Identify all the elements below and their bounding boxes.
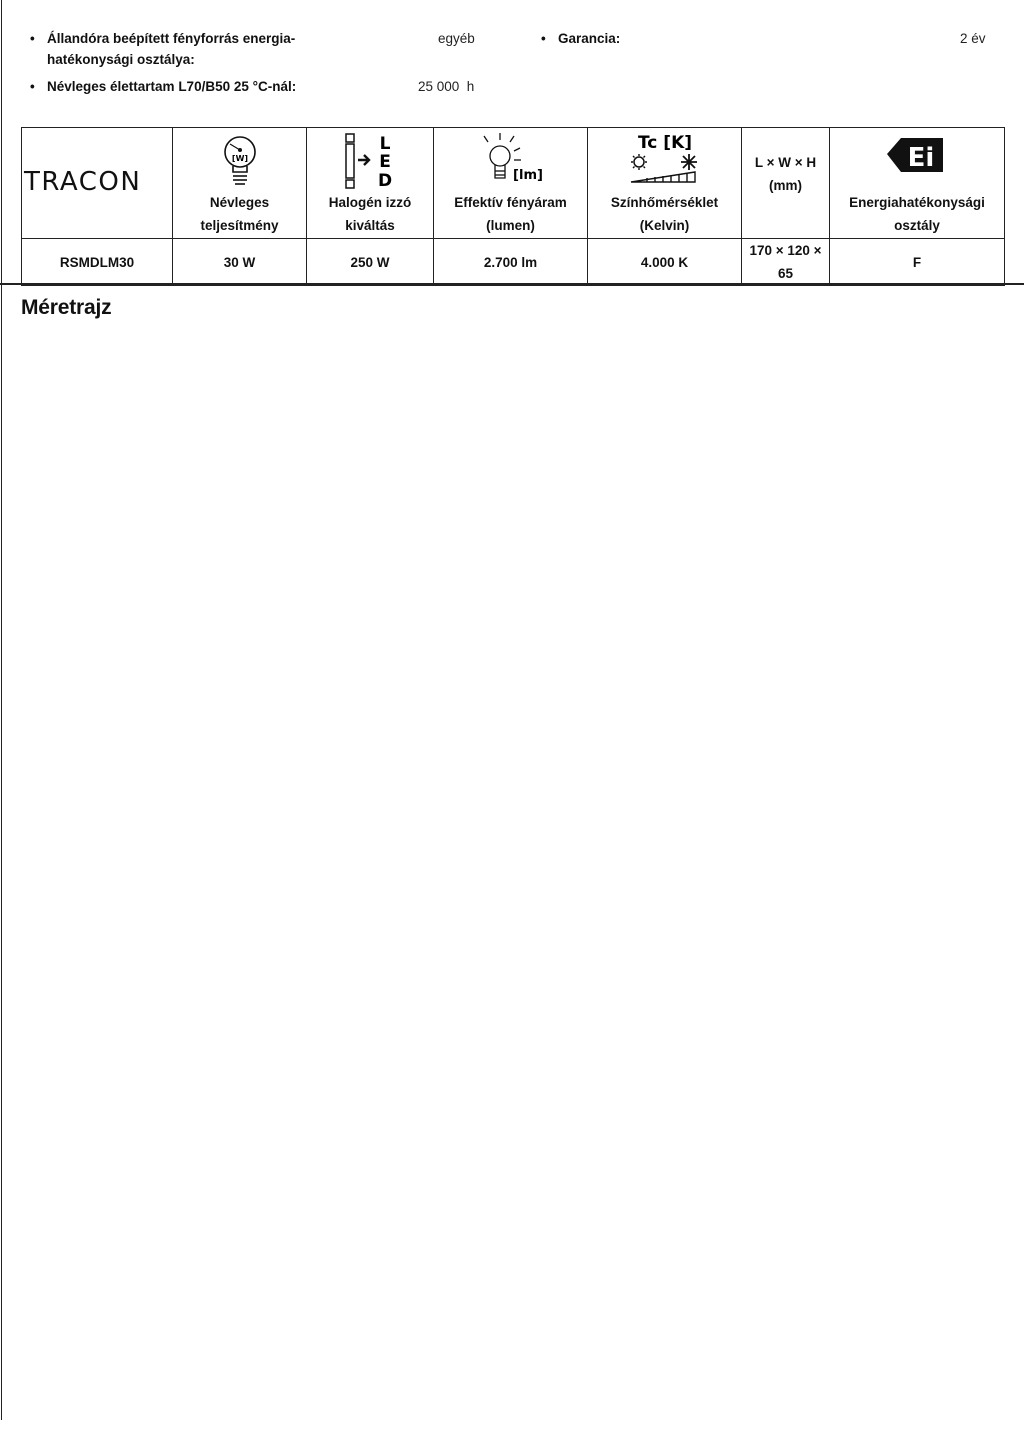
halogen-led-icon xyxy=(307,132,433,192)
spec-energy-class-label xyxy=(30,28,296,70)
svg-text:E: E xyxy=(379,152,391,172)
header-halogen-line1: Halogén izzó xyxy=(328,195,412,210)
svg-text:L: L xyxy=(379,134,391,154)
svg-text:[lm]: [lm] xyxy=(512,168,543,183)
cell-dims xyxy=(742,239,830,286)
header-cct-line1: Színhőmérséklet xyxy=(610,195,719,210)
header-power-line1: Névleges xyxy=(209,195,270,210)
lumen-bulb-icon xyxy=(434,132,587,192)
tracon-logo xyxy=(22,160,172,200)
spec-warranty-label xyxy=(541,28,621,49)
section-title: Méretrajz xyxy=(21,296,112,319)
cell-dims-line2: 65 xyxy=(777,266,794,281)
bullet-icon: • xyxy=(30,31,35,46)
bullet-icon: • xyxy=(30,79,35,94)
product-table xyxy=(21,127,1005,286)
header-cct xyxy=(588,128,742,239)
energy-class-icon xyxy=(830,132,1004,192)
header-halogen-line2: kiváltás xyxy=(345,218,395,233)
spec-lifetime-label xyxy=(30,76,297,97)
spec-energy-class-value: egyéb xyxy=(438,31,475,46)
svg-text:Tc [K]: Tc [K] xyxy=(637,133,692,153)
header-cct-line2: (Kelvin) xyxy=(639,218,690,233)
spec-lifetime-text: Névleges élettartam L70/B50 25 °C-nál: xyxy=(47,79,297,94)
header-dims xyxy=(742,128,830,239)
cell-dims-line1: 170 × 120 × xyxy=(749,243,822,258)
header-energy xyxy=(830,128,1005,239)
tracon-logo-text: TRACON xyxy=(24,166,142,197)
header-halogen xyxy=(307,128,434,239)
spec-energy-class-line2: hatékonysági osztálya: xyxy=(47,52,195,67)
svg-text:Ei: Ei xyxy=(907,143,935,173)
header-flux-line1: Effektív fényáram xyxy=(454,195,567,210)
bullet-icon: • xyxy=(541,31,546,46)
header-dims-line1: L × W × H xyxy=(754,155,817,170)
header-energy-line2: osztály xyxy=(894,218,940,233)
header-power xyxy=(173,128,307,239)
cell-flux: 2.700 lm xyxy=(434,239,588,286)
header-flux-line2: (lumen) xyxy=(486,218,535,233)
spec-lifetime-value: 25 000 h xyxy=(418,79,475,94)
header-energy-line1: Energiahatékonysági xyxy=(849,195,985,210)
header-dims-line2: (mm) xyxy=(769,178,802,193)
cell-power: 30 W xyxy=(173,239,307,286)
cell-cct: 4.000 K xyxy=(588,239,742,286)
section-divider xyxy=(0,283,1024,285)
table-row xyxy=(22,239,1005,286)
table-header-row xyxy=(22,128,1005,239)
spec-energy-class-line1: Állandóra beépített fényforrás energia- xyxy=(47,31,296,46)
svg-text:D: D xyxy=(377,171,393,190)
spec-warranty-text: Garancia: xyxy=(558,31,621,46)
brand-logo-cell xyxy=(22,128,173,239)
bulb-power-icon xyxy=(173,132,306,192)
left-margin-rule xyxy=(1,0,2,1420)
cell-code: RSMDLM30 xyxy=(22,239,173,286)
svg-text:[W]: [W] xyxy=(231,154,248,163)
cell-energy: F xyxy=(830,239,1005,286)
cell-halogen: 250 W xyxy=(307,239,434,286)
header-flux xyxy=(434,128,588,239)
header-power-line2: teljesítmény xyxy=(200,218,279,233)
spec-warranty-value: 2 év xyxy=(960,31,986,46)
color-temperature-icon xyxy=(588,132,741,192)
